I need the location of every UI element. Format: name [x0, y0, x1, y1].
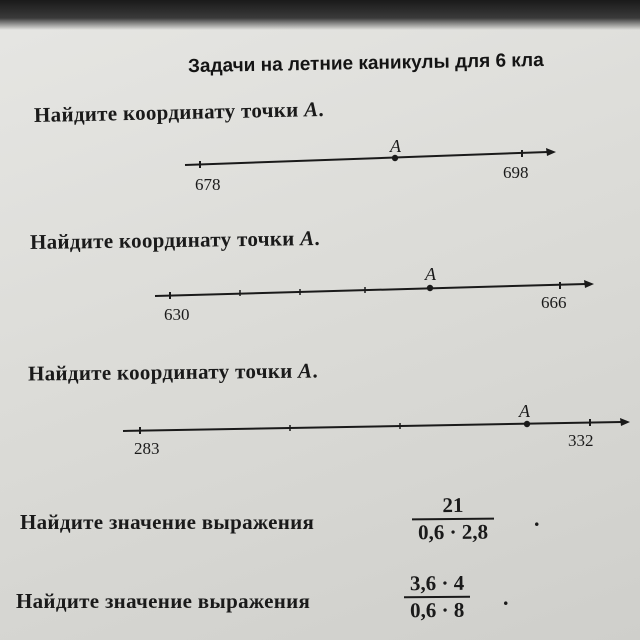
- task-1-point-name: A: [303, 97, 319, 122]
- number-line-1-point-label: A: [390, 136, 401, 156]
- expression-1-numerator: 21: [442, 492, 464, 518]
- number-line-3-arrow: [620, 418, 630, 426]
- expression-1-prompt: Найдите значение выражения: [20, 510, 315, 534]
- number-line-1-left-label: 678: [195, 175, 221, 194]
- expression-2-fraction: [404, 571, 471, 624]
- number-line-3-point: [524, 421, 530, 427]
- expression-2-numerator: 3,6 · 4: [409, 570, 465, 596]
- number-line-2-right-label: 666: [541, 293, 567, 312]
- number-line-3-right-label: 332: [568, 431, 594, 450]
- expression-1-denominator: 0,6 · 2,8: [418, 519, 489, 545]
- task-2-prompt-end: .: [314, 225, 321, 251]
- page-header: Задачи на летние каникулы для 6 кла: [187, 49, 544, 78]
- expression-2-prompt: Найдите значение выражения: [16, 589, 311, 613]
- task-2-point-name: A: [299, 226, 315, 251]
- number-line-2-left-label: 630: [164, 305, 190, 324]
- task-2-prompt-text: Найдите координату точки: [29, 226, 301, 255]
- number-line-3-left-label: 283: [134, 439, 160, 458]
- task-1-prompt-text: Найдите координату точки: [33, 97, 305, 128]
- expression-1-end: .: [534, 506, 540, 531]
- number-line-1-right-label: 698: [503, 163, 529, 182]
- expression-1-fraction: [412, 493, 494, 546]
- expression-2-denominator: 0,6 · 8: [410, 597, 465, 623]
- task-1-prompt-end: .: [318, 96, 325, 122]
- task-3-prompt-text: Найдите координату точки: [27, 358, 299, 386]
- number-line-2-point-label: A: [425, 264, 436, 284]
- number-line-3-point-label: A: [519, 401, 530, 421]
- number-line-3-axis: [123, 422, 622, 431]
- task-3-point-name: A: [297, 358, 313, 383]
- task-3-prompt-end: .: [312, 358, 319, 383]
- expression-2-end: .: [503, 585, 509, 610]
